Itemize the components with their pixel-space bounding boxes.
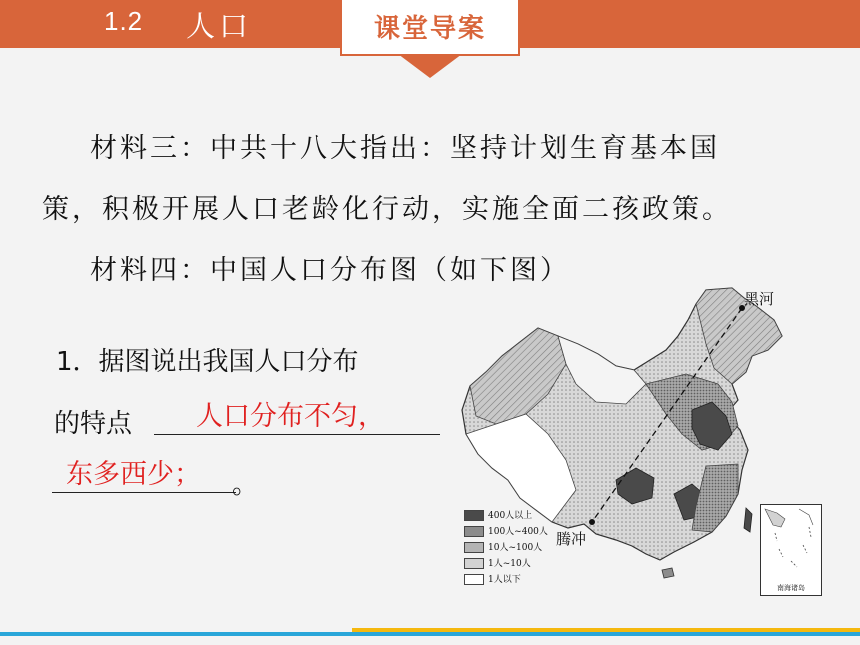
legend-label: 10人~100人 bbox=[488, 543, 543, 553]
answer-text-1: 人口分布不匀， bbox=[196, 401, 385, 432]
legend-swatch bbox=[464, 558, 484, 569]
legend-item-under1 bbox=[464, 572, 521, 585]
inset-label: 南海诸岛 bbox=[777, 584, 805, 592]
legend-label: 1人~10人 bbox=[488, 559, 531, 569]
label-tengchong: 腾冲 bbox=[556, 530, 587, 548]
question-line2-prefix: 的特点 bbox=[54, 409, 133, 439]
section-title: 人口 bbox=[186, 9, 253, 43]
taiwan-island bbox=[744, 508, 752, 532]
legend-swatch bbox=[464, 526, 484, 537]
material3-line1: 材料三：中共十八大指出：坚持计划生育基本国 bbox=[90, 133, 720, 164]
legend-label: 1人以下 bbox=[488, 575, 521, 585]
hainan-island bbox=[662, 568, 674, 578]
legend-swatch bbox=[464, 542, 484, 553]
material4-line1: 材料四：中国人口分布图（如下图） bbox=[90, 255, 570, 286]
footer-bar-blue bbox=[0, 632, 860, 636]
answer-text-2: 东多西少； bbox=[66, 459, 201, 490]
answer-blank-1 bbox=[154, 434, 440, 435]
legend-item-10-100 bbox=[464, 540, 542, 553]
legend-label: 100人~400人 bbox=[488, 527, 548, 537]
legend-label: 400人以上 bbox=[488, 511, 533, 521]
legend-swatch bbox=[464, 510, 484, 521]
badge-label: 课堂导案 bbox=[373, 14, 486, 44]
question-line1: 1．据图说出我国人口分布 bbox=[56, 347, 359, 377]
south-china-sea-inset bbox=[760, 504, 822, 596]
lesson-badge bbox=[340, 0, 520, 80]
question-line3-suffix: 。 bbox=[232, 470, 259, 500]
legend-swatch bbox=[464, 574, 484, 585]
label-heihe: 黑河 bbox=[744, 290, 775, 308]
badge-arrow-icon bbox=[398, 54, 462, 78]
answer-blank-2 bbox=[52, 492, 236, 493]
section-number: 1.2 bbox=[104, 6, 144, 36]
legend-item-100-400 bbox=[464, 524, 548, 537]
legend-item-400plus bbox=[464, 508, 532, 521]
inset-svg bbox=[761, 505, 820, 581]
material3-line2: 策，积极开展人口老龄化行动，实施全面二孩政策。 bbox=[42, 194, 732, 225]
legend-item-1-10 bbox=[464, 556, 531, 569]
